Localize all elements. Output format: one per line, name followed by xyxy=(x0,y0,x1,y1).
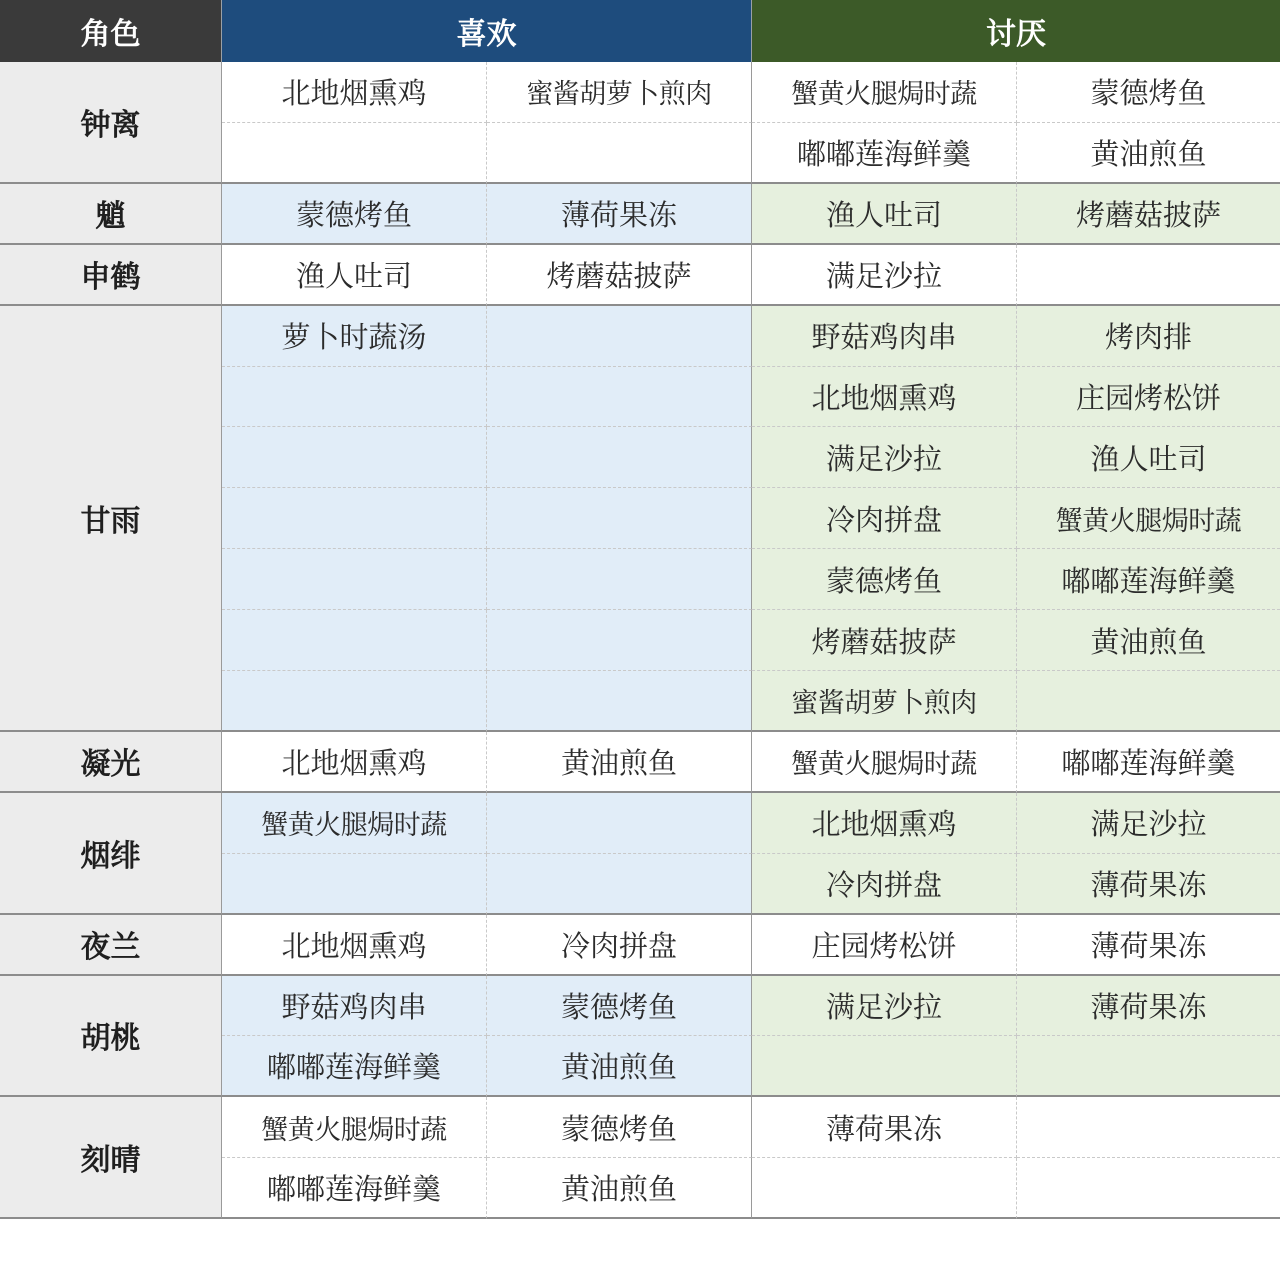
like-food-cell: 北地烟熏鸡 xyxy=(222,62,487,123)
dislike-food-cell: 冷肉拼盘 xyxy=(752,488,1017,549)
dislike-food-cell: 满足沙拉 xyxy=(752,976,1017,1037)
like-food-cell xyxy=(222,123,487,184)
like-food-cell: 蒙德烤鱼 xyxy=(222,184,487,245)
dislike-food-cell: 野菇鸡肉串 xyxy=(752,306,1017,367)
dislike-food-cell xyxy=(1017,1097,1280,1158)
like-food-cell: 北地烟熏鸡 xyxy=(222,915,487,976)
like-food-cell: 蒙德烤鱼 xyxy=(487,976,752,1037)
dislike-food-cell: 黄油煎鱼 xyxy=(1017,610,1280,671)
like-food-cell xyxy=(487,671,752,732)
like-food-cell xyxy=(222,427,487,488)
like-food-cell xyxy=(487,488,752,549)
dislike-food-cell: 庄园烤松饼 xyxy=(1017,367,1280,428)
like-food-cell: 冷肉拼盘 xyxy=(487,915,752,976)
character-name: 甘雨 xyxy=(0,306,222,732)
dislike-food-cell: 冷肉拼盘 xyxy=(752,854,1017,915)
dislike-food-cell xyxy=(1017,671,1280,732)
dislike-food-cell: 薄荷果冻 xyxy=(1017,854,1280,915)
header-role: 角色 xyxy=(0,0,222,62)
like-food-cell: 黄油煎鱼 xyxy=(487,1158,752,1219)
dislike-food-cell: 北地烟熏鸡 xyxy=(752,367,1017,428)
dislike-food-cell: 黄油煎鱼 xyxy=(1017,123,1280,184)
dislike-food-cell: 薄荷果冻 xyxy=(1017,976,1280,1037)
dislike-food-cell: 北地烟熏鸡 xyxy=(752,793,1017,854)
like-food-cell xyxy=(222,367,487,428)
like-food-cell xyxy=(222,854,487,915)
like-food-cell: 黄油煎鱼 xyxy=(487,1036,752,1097)
dislike-food-cell: 蟹黄火腿焗时蔬 xyxy=(752,62,1017,123)
dislike-food-cell xyxy=(752,1158,1017,1219)
dislike-food-cell: 庄园烤松饼 xyxy=(752,915,1017,976)
dislike-food-cell: 嘟嘟莲海鲜羹 xyxy=(1017,732,1280,793)
dislike-food-cell: 烤肉排 xyxy=(1017,306,1280,367)
dislike-food-cell: 蜜酱胡萝卜煎肉 xyxy=(752,671,1017,732)
like-food-cell: 黄油煎鱼 xyxy=(487,732,752,793)
like-food-cell xyxy=(487,854,752,915)
dislike-food-cell: 渔人吐司 xyxy=(1017,427,1280,488)
dislike-food-cell xyxy=(752,1036,1017,1097)
like-food-cell: 蟹黄火腿焗时蔬 xyxy=(222,1097,487,1158)
like-food-cell: 嘟嘟莲海鲜羹 xyxy=(222,1158,487,1219)
like-food-cell: 萝卜时蔬汤 xyxy=(222,306,487,367)
like-food-cell xyxy=(487,427,752,488)
dislike-food-cell: 薄荷果冻 xyxy=(1017,915,1280,976)
like-food-cell: 蜜酱胡萝卜煎肉 xyxy=(487,62,752,123)
character-name: 钟离 xyxy=(0,62,222,184)
character-name: 烟绯 xyxy=(0,793,222,915)
character-name: 凝光 xyxy=(0,732,222,793)
dislike-food-cell xyxy=(1017,1158,1280,1219)
like-food-cell xyxy=(487,306,752,367)
like-food-cell xyxy=(487,793,752,854)
dislike-food-cell: 蟹黄火腿焗时蔬 xyxy=(1017,488,1280,549)
like-food-cell: 薄荷果冻 xyxy=(487,184,752,245)
like-food-cell xyxy=(222,549,487,610)
header-dislike: 讨厌 xyxy=(752,0,1280,62)
like-food-cell: 渔人吐司 xyxy=(222,245,487,306)
like-food-cell xyxy=(487,610,752,671)
dislike-food-cell: 满足沙拉 xyxy=(752,427,1017,488)
dislike-food-cell: 满足沙拉 xyxy=(752,245,1017,306)
like-food-cell xyxy=(487,367,752,428)
character-name: 魈 xyxy=(0,184,222,245)
dislike-food-cell xyxy=(1017,1036,1280,1097)
dislike-food-cell: 渔人吐司 xyxy=(752,184,1017,245)
character-name: 刻晴 xyxy=(0,1097,222,1219)
like-food-cell: 嘟嘟莲海鲜羹 xyxy=(222,1036,487,1097)
header-like: 喜欢 xyxy=(222,0,752,62)
like-food-cell xyxy=(222,488,487,549)
dislike-food-cell: 蒙德烤鱼 xyxy=(752,549,1017,610)
dislike-food-cell: 薄荷果冻 xyxy=(752,1097,1017,1158)
like-food-cell xyxy=(487,549,752,610)
like-food-cell: 蟹黄火腿焗时蔬 xyxy=(222,793,487,854)
like-food-cell xyxy=(222,671,487,732)
dislike-food-cell: 烤蘑菇披萨 xyxy=(1017,184,1280,245)
dislike-food-cell: 蟹黄火腿焗时蔬 xyxy=(752,732,1017,793)
dislike-food-cell: 满足沙拉 xyxy=(1017,793,1280,854)
character-name: 申鹤 xyxy=(0,245,222,306)
dislike-food-cell: 嘟嘟莲海鲜羹 xyxy=(752,123,1017,184)
dislike-food-cell: 蒙德烤鱼 xyxy=(1017,62,1280,123)
like-food-cell: 野菇鸡肉串 xyxy=(222,976,487,1037)
dislike-food-cell: 烤蘑菇披萨 xyxy=(752,610,1017,671)
like-food-cell: 北地烟熏鸡 xyxy=(222,732,487,793)
dislike-food-cell xyxy=(1017,245,1280,306)
like-food-cell xyxy=(222,610,487,671)
dislike-food-cell: 嘟嘟莲海鲜羹 xyxy=(1017,549,1280,610)
like-food-cell: 烤蘑菇披萨 xyxy=(487,245,752,306)
like-food-cell: 蒙德烤鱼 xyxy=(487,1097,752,1158)
like-food-cell xyxy=(487,123,752,184)
character-name: 胡桃 xyxy=(0,976,222,1098)
character-name: 夜兰 xyxy=(0,915,222,976)
